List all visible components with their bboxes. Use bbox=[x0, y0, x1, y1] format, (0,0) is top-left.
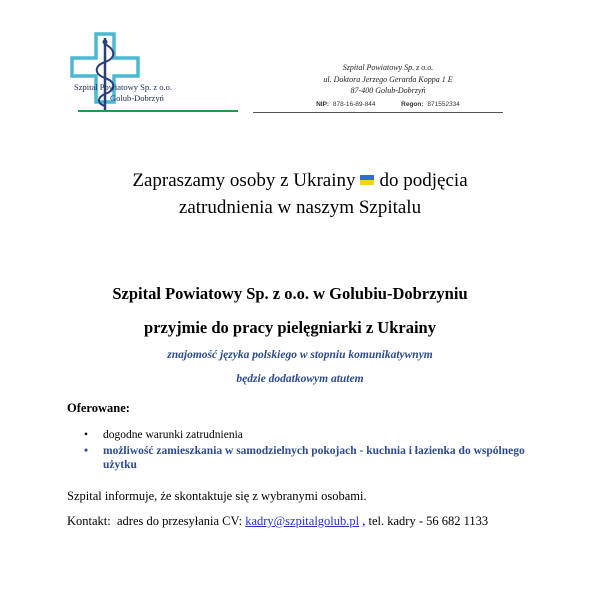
offer-item-text: dogodne warunki zatrudnienia bbox=[103, 429, 243, 441]
letterhead-address bbox=[278, 62, 498, 110]
contact-text: adres do przesyłania CV: bbox=[117, 514, 243, 528]
hospital-line1: Szpital Powiatowy Sp. z o.o. w Golubiu-Dobrzyniu bbox=[112, 284, 468, 303]
letterhead-rule bbox=[253, 112, 503, 113]
invitation-heading bbox=[60, 167, 540, 221]
offer-item-text: możliwość zamieszkania w samodzielnych pokojach - kuchnia i łazienka do wspólnego użytku bbox=[103, 444, 525, 471]
invitation-line1a: Zapraszamy osoby z Ukrainy bbox=[132, 170, 356, 191]
ukraine-flag-icon bbox=[360, 175, 374, 185]
invitation-line1b: do podjęcia bbox=[379, 170, 468, 191]
hospital-line2: przyjmie do pracy pielęgniarki z Ukrainy bbox=[144, 318, 436, 337]
logo-name-line1: Szpital Powiatowy Sp. z o.o. bbox=[74, 82, 172, 92]
invitation-line2: zatrudnienia w naszym Szpitalu bbox=[178, 197, 422, 218]
offer-item: • dogodne warunki zatrudnienia bbox=[84, 429, 243, 441]
language-note-line2: będzie dodatkowym atutem bbox=[236, 373, 364, 385]
offer-heading: Oferowane: bbox=[67, 401, 130, 415]
city-address: 87-400 Golub-Dobrzyń bbox=[350, 86, 426, 95]
offer-item: • możliwość zamieszkania w samodzielnych pokojach - kuchnia i łazienka do wspólnego użytku bbox=[84, 444, 525, 471]
registration-ids bbox=[278, 99, 498, 111]
nip-value: 878-16-89-844 bbox=[332, 100, 376, 108]
company-name: Szpital Powiatowy Sp. z o.o. bbox=[342, 63, 434, 72]
logo-hospital-name bbox=[74, 82, 244, 104]
regon-label: Regon: bbox=[401, 100, 424, 108]
hospital-logo bbox=[66, 32, 246, 116]
phone-text: , tel. kadry - 56 682 1133 bbox=[362, 514, 489, 528]
street-address: ul. Doktora Jerzego Gerarda Koppa 1 E bbox=[323, 74, 453, 84]
offer-list bbox=[84, 428, 534, 474]
language-note-line1: znajomość języka polskiego w stopniu komunikatywnym bbox=[167, 349, 433, 361]
logo-underline bbox=[78, 110, 238, 112]
email-link[interactable]: kadry@szpitalgolub.pl bbox=[245, 514, 360, 528]
contact-label: Kontakt: bbox=[67, 514, 111, 528]
logo-name-line2: Golub-Dobrzyń bbox=[110, 93, 164, 103]
info-text: Szpital informuje, że skontaktuje się z wybranymi osobami. bbox=[67, 489, 367, 503]
contact-line bbox=[67, 514, 488, 529]
language-note bbox=[40, 343, 560, 391]
hospital-announcement bbox=[40, 277, 540, 345]
nip-label: NIP: bbox=[316, 100, 330, 108]
regon-value: 871552334 bbox=[427, 100, 460, 108]
